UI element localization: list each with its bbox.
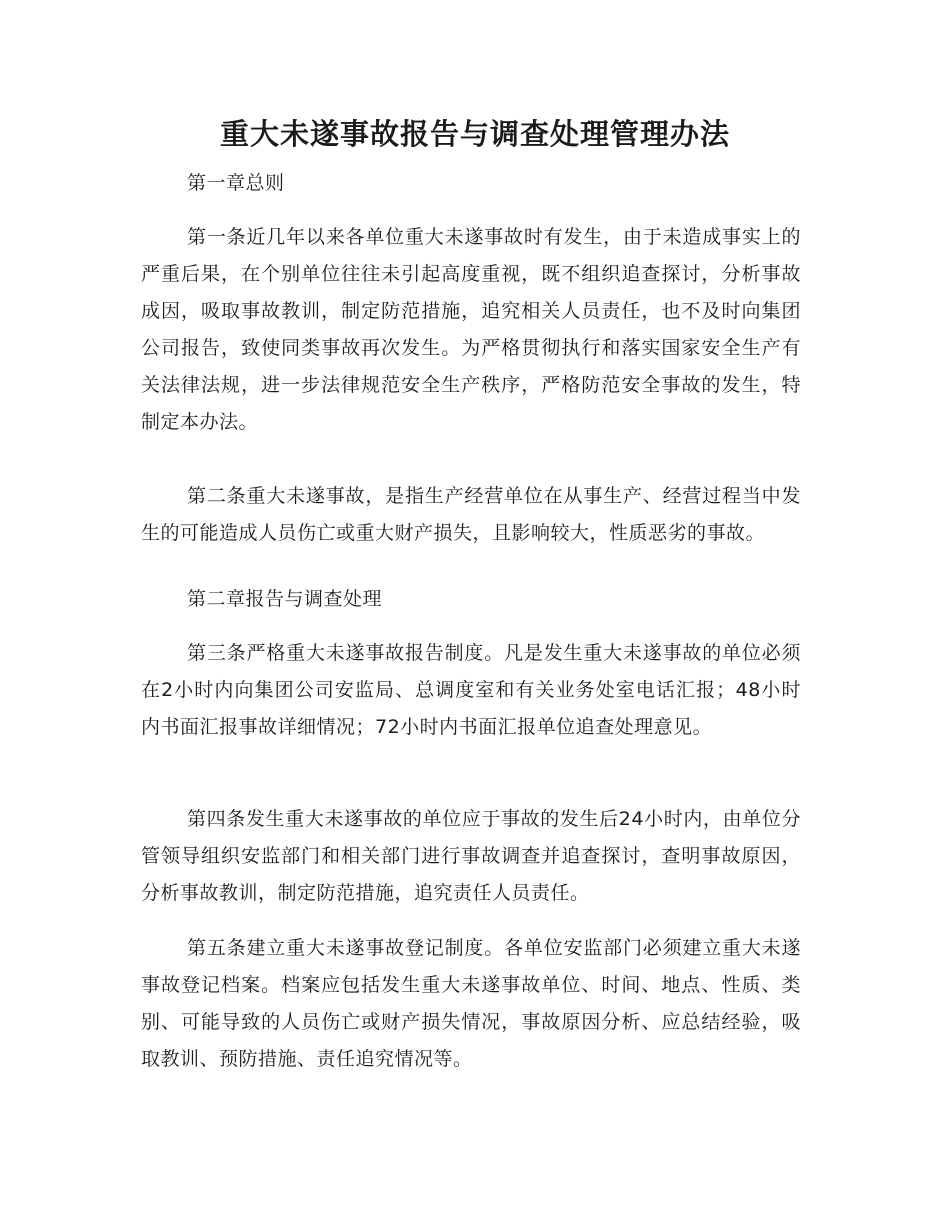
- article-5-paragraph: 第五条建立重大未遂事故登记制度。各单位安监部门必须建立重大未遂事故登记档案。档案应包括发生重大未遂事故单位、时间、地点、性质、类别、可能导致的人员伤亡或财产损失情况，事故原因分析、应总结经验，吸取教训、预防措施、责任追究情况等。: [141, 937, 801, 1070]
- article-2-paragraph: 第二条重大未遂事故，是指生产经营单位在从事生产、经营过程当中发生的可能造成人员伤亡或重大财产损失，且影响较大，性质恶劣的事故。: [141, 485, 801, 544]
- chapter-2-heading: 第二章报告与调查处理: [187, 588, 383, 610]
- chapter-1-heading: 第一章总则: [187, 172, 285, 194]
- document-title: 重大未遂事故报告与调查处理管理办法: [219, 117, 730, 151]
- article-4-paragraph: 第四条发生重大未遂事故的单位应于事故的发生后24小时内，由单位分管领导组织安监部门和相关部门进行事故调查并追查探讨，查明事故原因，分析事故教训，制定防范措施，追究责任人员责任。: [141, 808, 801, 904]
- article-1-paragraph: 第一条近几年以来各单位重大未遂事故时有发生，由于未造成事实上的严重后果，在个别单位往往未引起高度重视，既不组织追查探讨，分析事故成因，吸取事故教训，制定防范措施，追究相关人员责任，也不及时向集团公司报告，致使同类事故再次发生。为严格贯彻执行和落实国家安全生产有关法律法规，进一步法律规范安全生产秩序，严格防范安全事故的发生，特制定本办法。: [141, 226, 801, 433]
- article-3-paragraph: 第三条严格重大未遂事故报告制度。凡是发生重大未遂事故的单位必须在2小时内向集团公司安监局、总调度室和有关业务处室电话汇报；48小时内书面汇报事故详细情况；72小时内书面汇报单位追查处理意见。: [141, 642, 801, 738]
